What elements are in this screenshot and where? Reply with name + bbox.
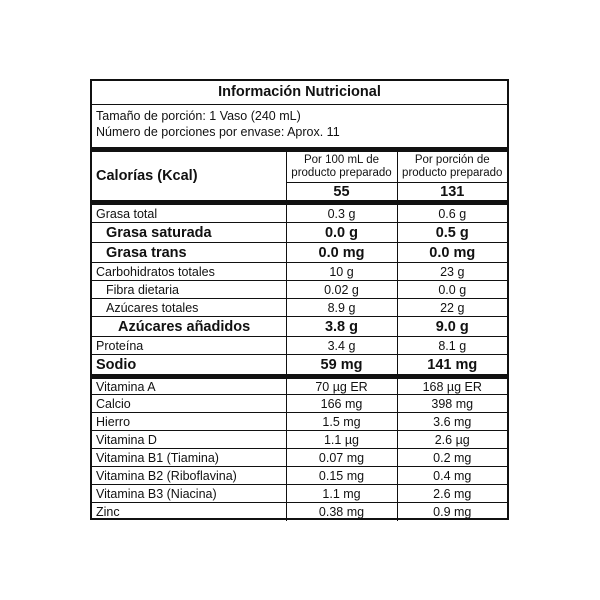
nutrient-name: Azúcares añadidos: [92, 317, 286, 337]
nutrient-per-serving: 0.9 mg: [433, 504, 472, 519]
nutrient-name: Grasa total: [92, 203, 286, 223]
nutrient-row: [92, 299, 507, 317]
nutrient-row: [92, 395, 507, 413]
column-per-serving: Por porción de producto preparado: [397, 152, 507, 183]
nutrient-per-serving: 2.6 µg: [397, 431, 507, 449]
nutrient-per-100ml: 1.1 µg: [286, 431, 397, 449]
nutrient-name: Vitamina B1 (Tiamina): [92, 449, 286, 467]
nutrient-name: Carbohidratos totales: [92, 263, 286, 281]
serving-size: Tamaño de porción: 1 Vaso (240 mL): [96, 109, 301, 123]
nutrient-row: [92, 377, 507, 395]
nutrient-name: Vitamina B2 (Riboflavina): [92, 467, 286, 485]
nutrient-name: Proteína: [92, 337, 286, 355]
nutrient-name: Zinc: [92, 503, 286, 521]
nutrient-name: Fibra dietaria: [92, 281, 286, 299]
nutrient-name: Vitamina A: [92, 377, 286, 395]
nutrition-facts-label: [90, 79, 509, 520]
nutrient-name: Hierro: [92, 413, 286, 431]
nutrient-row: [92, 337, 507, 355]
nutrient-row: [92, 317, 507, 337]
nutrient-row: [92, 355, 507, 377]
nutrient-name: Azúcares totales: [92, 299, 286, 317]
calories-per-100ml: 55: [286, 183, 397, 203]
nutrient-per-100ml: 8.9 g: [286, 299, 397, 317]
nutrient-row: [92, 449, 507, 467]
nutrient-per-100ml: 0.02 g: [286, 281, 397, 299]
nutrient-per-100ml: 0.3 g: [286, 203, 397, 223]
nutrient-per-100ml: 1.5 mg: [286, 413, 397, 431]
nutrient-per-serving: 23 g: [397, 263, 507, 281]
nutrient-per-serving: 0.0 g: [397, 281, 507, 299]
nutrient-per-serving: 0.4 mg: [397, 467, 507, 485]
servings-per-container: Número de porciones por envase: Aprox. 11: [96, 125, 340, 139]
column-per-100ml: Por 100 mL de producto preparado: [286, 152, 397, 183]
nutrient-per-serving: 2.6 mg: [397, 485, 507, 503]
label-title: Información Nutricional: [92, 81, 507, 105]
nutrient-per-serving: 0.0 mg: [397, 243, 507, 263]
nutrient-row: [92, 203, 507, 223]
nutrient-per-serving: 0.2 mg: [397, 449, 507, 467]
nutrient-per-100ml: 10 g: [286, 263, 397, 281]
nutrient-per-100ml: 0.0 g: [286, 223, 397, 243]
nutrient-per-100ml: 0.15 mg: [286, 467, 397, 485]
nutrient-per-serving: 141 mg: [397, 355, 507, 377]
nutrient-per-100ml: 166 mg: [286, 395, 397, 413]
nutrient-row: [92, 243, 507, 263]
nutrient-row: [92, 263, 507, 281]
nutrient-name: Vitamina B3 (Niacina): [92, 485, 286, 503]
nutrient-per-serving: 0.5 g: [397, 223, 507, 243]
nutrient-row: [92, 223, 507, 243]
portion-info: [92, 105, 507, 152]
nutrient-per-100ml: 0.0 mg: [286, 243, 397, 263]
nutrient-per-100ml: 3.4 g: [286, 337, 397, 355]
calories-per-serving: 131: [397, 183, 507, 203]
nutrient-per-serving: 3.6 mg: [397, 413, 507, 431]
nutrient-per-serving: 22 g: [397, 299, 507, 317]
nutrient-name: Calcio: [92, 395, 286, 413]
nutrient-per-100ml: 0.07 mg: [286, 449, 397, 467]
nutrition-table: [92, 152, 507, 521]
nutrient-per-serving: 0.6 g: [397, 203, 507, 223]
nutrient-row: [92, 467, 507, 485]
nutrient-name: Grasa saturada: [92, 223, 286, 243]
nutrient-per-100ml: 0.38 mg: [286, 503, 397, 521]
nutrient-row: [92, 413, 507, 431]
nutrient-per-100ml: 59 mg: [286, 355, 397, 377]
column-header-row: [92, 152, 507, 183]
nutrient-per-serving: 398 mg: [397, 395, 507, 413]
nutrient-per-100ml: 3.8 g: [286, 317, 397, 337]
nutrient-per-serving: 9.0 g: [397, 317, 507, 337]
nutrient-row: [92, 281, 507, 299]
calories-label: Calorías (Kcal): [92, 152, 286, 203]
nutrient-row: [92, 485, 507, 503]
nutrient-per-serving: 168 µg ER: [397, 377, 507, 395]
nutrient-per-100ml: 1.1 mg: [286, 485, 397, 503]
nutrient-row: [92, 431, 507, 449]
nutrient-row: [92, 503, 507, 521]
nutrient-per-serving: 8.1 g: [397, 337, 507, 355]
nutrient-name: Vitamina D: [92, 431, 286, 449]
nutrient-name: Sodio: [92, 355, 286, 377]
nutrient-per-100ml: 70 µg ER: [286, 377, 397, 395]
nutrient-name: Grasa trans: [92, 243, 286, 263]
